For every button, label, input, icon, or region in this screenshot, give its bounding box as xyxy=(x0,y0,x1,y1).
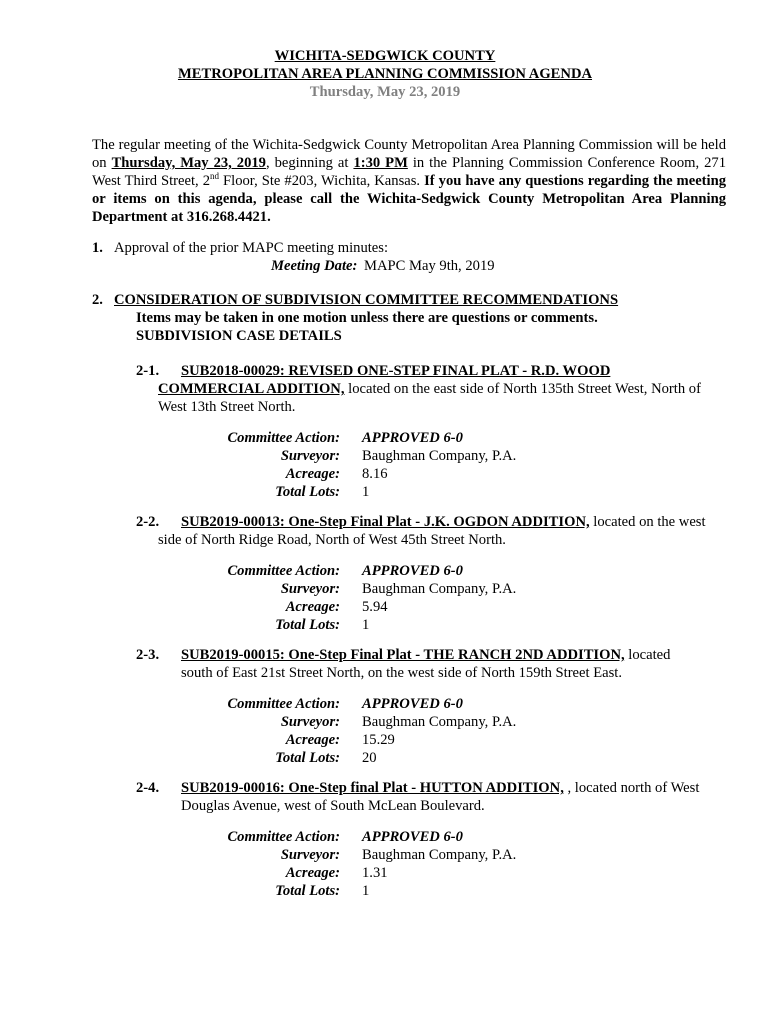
total-lots-label: Total Lots: xyxy=(275,883,340,899)
acreage-value: 15.29 xyxy=(362,732,395,748)
case-description: located on the west xyxy=(589,514,706,530)
acreage-label: Acreage: xyxy=(285,466,340,482)
total-lots-label: Total Lots: xyxy=(275,484,340,500)
surveyor-label: Surveyor: xyxy=(280,448,340,464)
surveyor-value: Baughman Company, P.A. xyxy=(362,581,517,597)
intro-text-3: in the Planning Commission Conference Room, 271 West Third Street, 2 xyxy=(92,155,726,189)
header-county: WICHITA-SEDGWICK COUNTY xyxy=(274,48,496,64)
item-2-note: Items may be taken in one motion unless there are questions or comments. xyxy=(136,310,598,326)
case-title: SUB2019-00016: One-Step final Plat - HUTTON ADDITION, xyxy=(181,780,564,796)
committee-action-value: APPROVED 6-0 xyxy=(362,563,463,579)
total-lots-value: 1 xyxy=(362,883,370,899)
acreage-label: Acreage: xyxy=(285,865,340,881)
case-title: SUB2019-00013: One-Step Final Plat - J.K. OGDON ADDITION, xyxy=(181,514,590,530)
surveyor-value: Baughman Company, P.A. xyxy=(362,448,517,464)
committee-action-label: Committee Action: xyxy=(227,829,340,845)
committee-action-label: Committee Action: xyxy=(227,430,340,446)
acreage-value: 8.16 xyxy=(362,466,388,482)
acreage-label: Acreage: xyxy=(285,599,340,615)
item-1-text: Approval of the prior MAPC meeting minutes: xyxy=(114,240,389,256)
committee-action-value: APPROVED 6-0 xyxy=(362,696,463,712)
case-description-line2: Douglas Avenue, west of South McLean Boulevard. xyxy=(181,798,485,814)
surveyor-label: Surveyor: xyxy=(280,847,340,863)
case-title-continued: COMMERCIAL ADDITION, xyxy=(158,381,345,397)
meeting-date-label: Meeting Date: xyxy=(271,258,358,274)
case-title: SUB2018-00029: REVISED ONE-STEP FINAL PLAT - R.D. WOOD xyxy=(181,363,611,379)
case-number: 2-1. xyxy=(136,363,160,379)
committee-action-value: APPROVED 6-0 xyxy=(362,430,463,446)
item-2-title: CONSIDERATION OF SUBDIVISION COMMITTEE RECOMMENDATIONS xyxy=(114,292,619,308)
case-description-line2: side of North Ridge Road, North of West 45th Street North. xyxy=(158,532,506,548)
contact-notice: If you have any questions regarding the meeting or items on this agenda, please call the Wichita-Sedgwick County Metropolitan Area Planning Department at 316.268.4421. xyxy=(92,173,726,225)
case-number: 2-4. xyxy=(136,780,160,796)
item-2-number: 2. xyxy=(92,292,103,308)
case-title-line xyxy=(181,779,699,797)
surveyor-value: Baughman Company, P.A. xyxy=(362,714,517,730)
case-description-line2: south of East 21st Street North, on the west side of North 159th Street East. xyxy=(181,665,622,681)
case-title-line2 xyxy=(158,380,701,398)
intro-text-4: Floor, Ste #203, Wichita, Kansas. xyxy=(219,173,425,189)
case-number: 2-2. xyxy=(136,514,160,530)
meeting-time: 1:30 PM xyxy=(353,155,408,171)
case-title-line xyxy=(181,513,706,531)
surveyor-label: Surveyor: xyxy=(280,714,340,730)
header-date: Thursday, May 23, 2019 xyxy=(309,84,461,100)
floor-superscript: nd xyxy=(210,171,220,182)
committee-action-label: Committee Action: xyxy=(227,563,340,579)
case-title: SUB2019-00015: One-Step Final Plat - THE RANCH 2ND ADDITION, xyxy=(181,647,625,663)
meeting-date: Thursday, May 23, 2019 xyxy=(111,155,266,171)
committee-action-value: APPROVED 6-0 xyxy=(362,829,463,845)
surveyor-label: Surveyor: xyxy=(280,581,340,597)
acreage-label: Acreage: xyxy=(285,732,340,748)
surveyor-value: Baughman Company, P.A. xyxy=(362,847,517,863)
case-number: 2-3. xyxy=(136,647,160,663)
case-description: , located north of West xyxy=(563,780,700,796)
intro-paragraph xyxy=(92,136,726,226)
acreage-value: 5.94 xyxy=(362,599,388,615)
total-lots-value: 1 xyxy=(362,617,370,633)
committee-action-label: Committee Action: xyxy=(227,696,340,712)
item-2-subheading: SUBDIVISION CASE DETAILS xyxy=(136,328,342,344)
case-title-line xyxy=(181,646,670,664)
total-lots-label: Total Lots: xyxy=(275,617,340,633)
header-title: METROPOLITAN AREA PLANNING COMMISSION AGENDA xyxy=(177,66,593,82)
case-description-line2: West 13th Street North. xyxy=(158,399,296,415)
acreage-value: 1.31 xyxy=(362,865,388,881)
item-1-number: 1. xyxy=(92,240,103,256)
intro-text-1: The regular meeting of the Wichita-Sedgwick County Metropolitan Area Planning Commission will be held on xyxy=(92,137,726,171)
total-lots-value: 1 xyxy=(362,484,370,500)
intro-text-2: , beginning at xyxy=(265,155,354,171)
total-lots-label: Total Lots: xyxy=(275,750,340,766)
total-lots-value: 20 xyxy=(362,750,377,766)
case-description: located on the east side of North 135th Street West, North of xyxy=(344,381,701,397)
meeting-date-value: MAPC May 9th, 2019 xyxy=(364,258,495,274)
case-description: located xyxy=(624,647,671,663)
